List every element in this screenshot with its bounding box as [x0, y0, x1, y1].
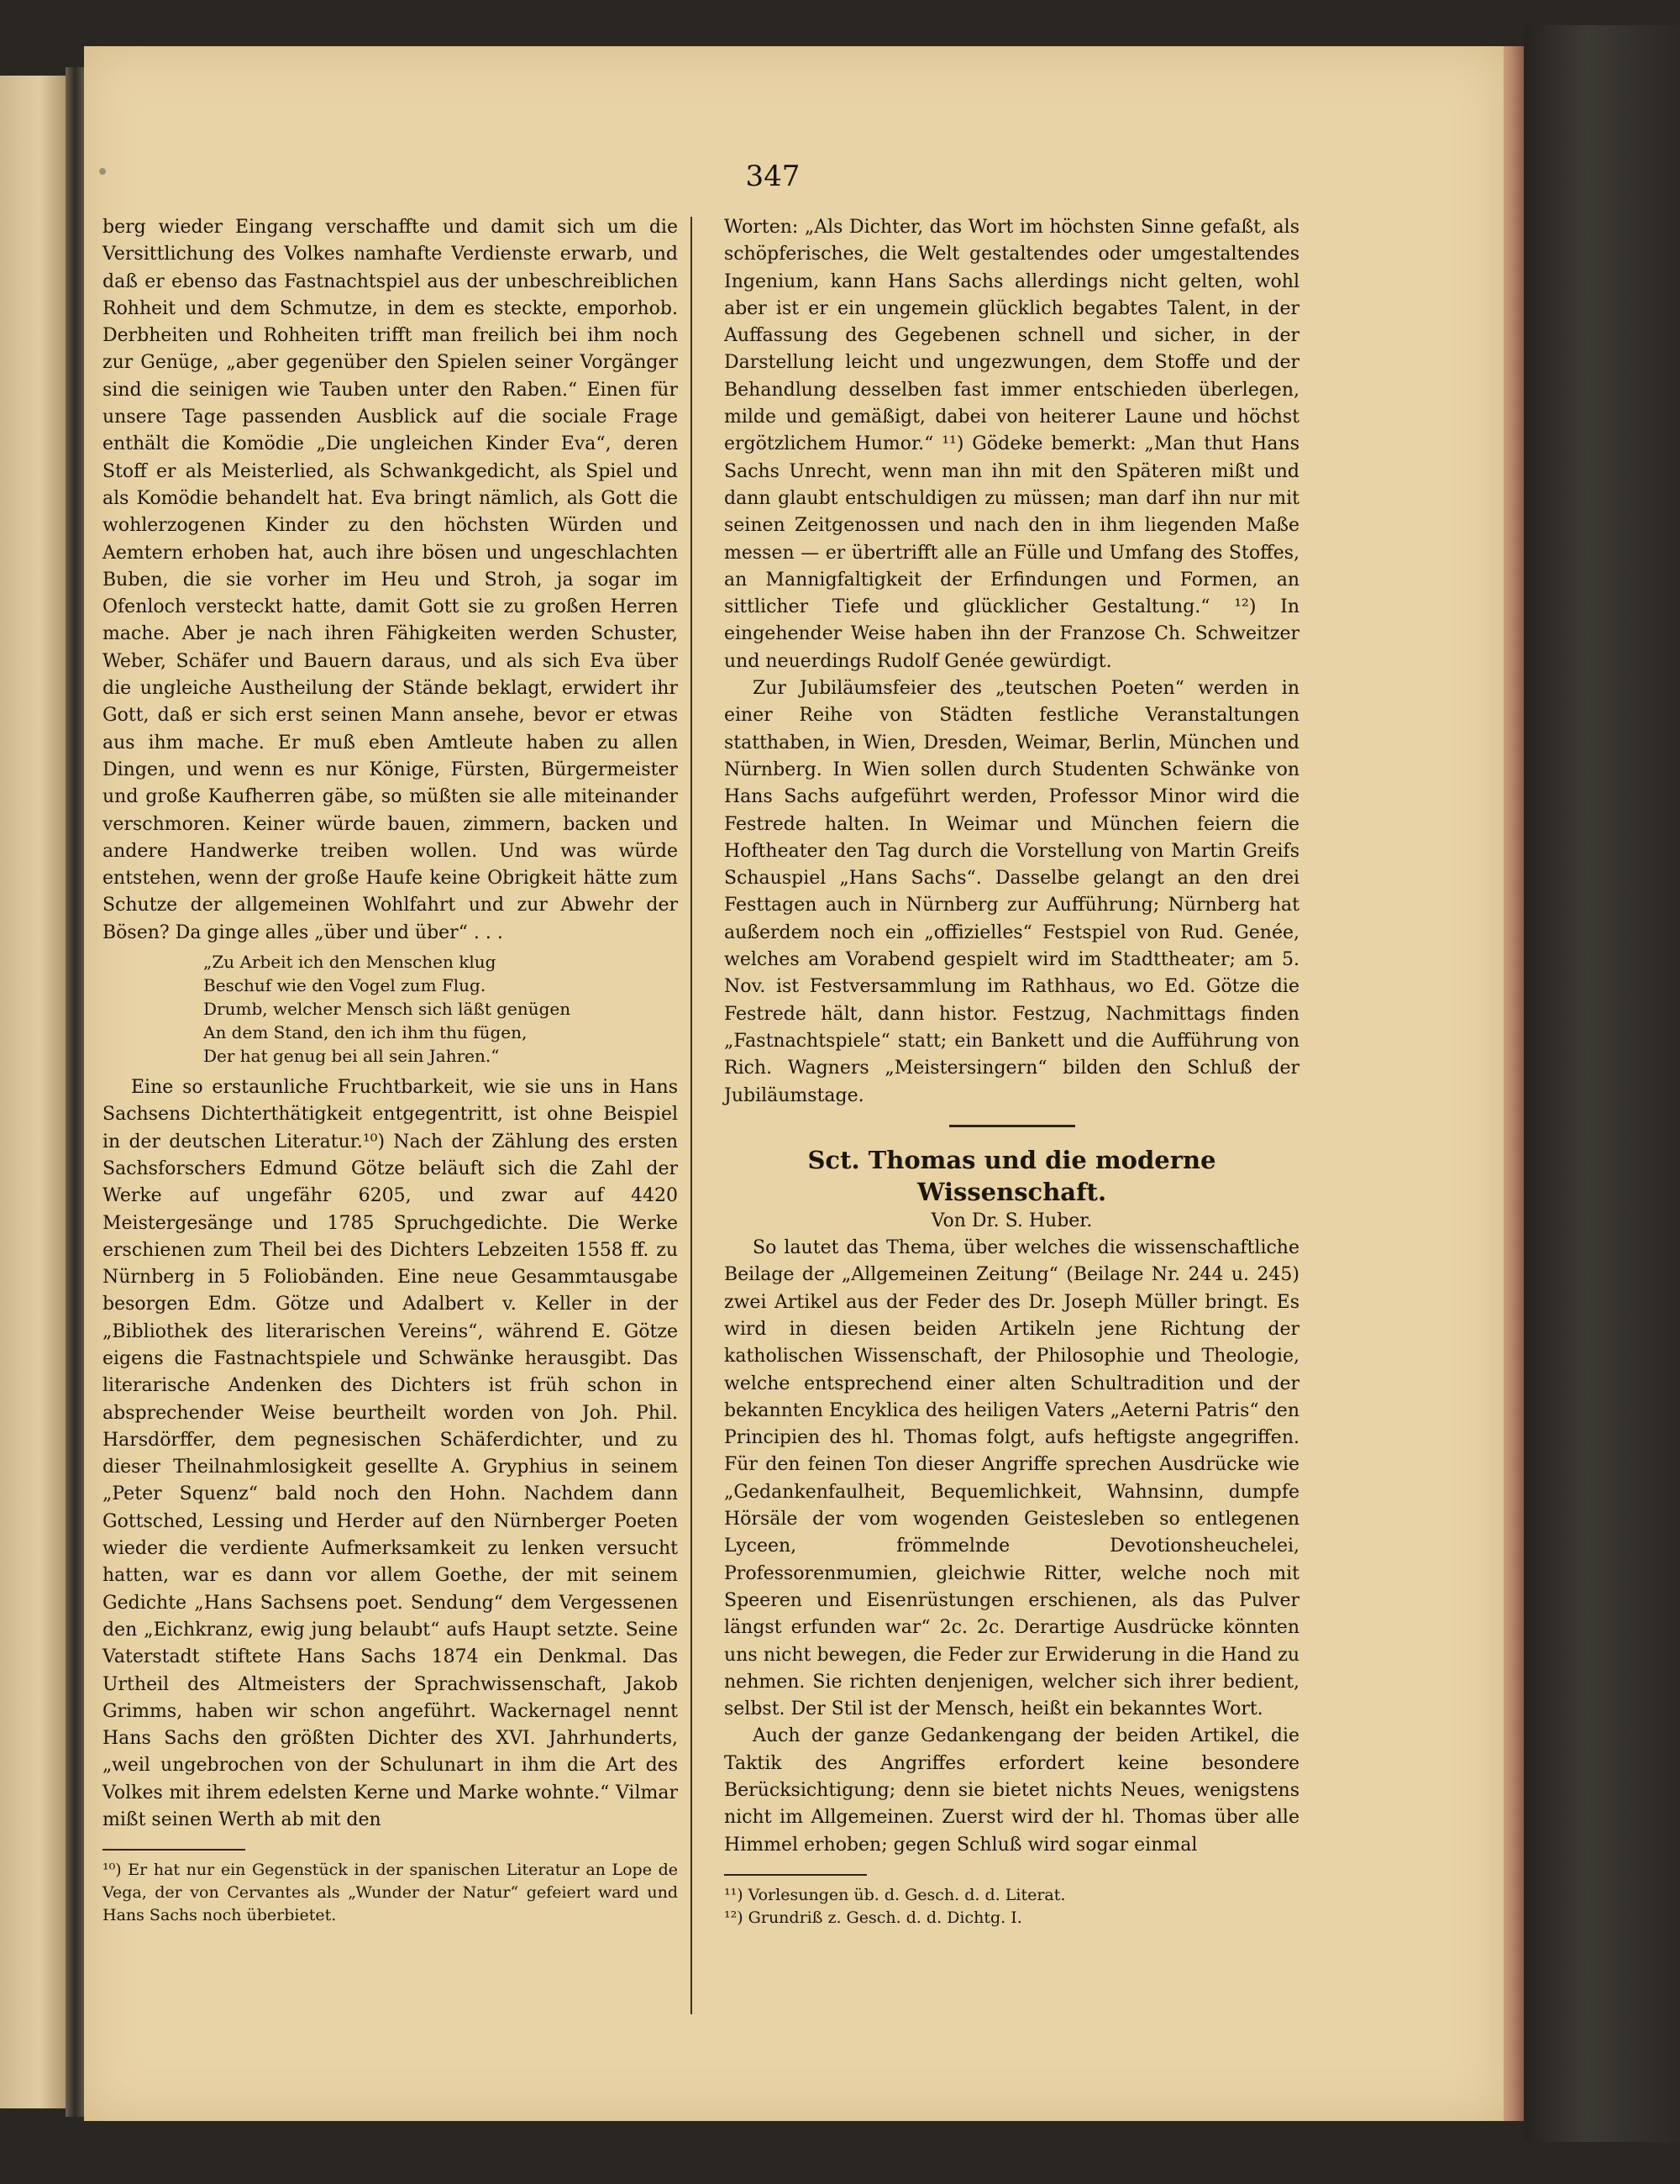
footnote: ¹⁰) Er hat nur ein Gegenstück in der spanischen Literatur an Lope de Vega, der von Cervantes als „Wunder der Natur“ gefeiert ward und Hans Sachs noch überbietet.	[102, 1861, 678, 1925]
footnote-divider	[102, 1849, 245, 1851]
verse-line: „Zu Arbeit ich den Menschen klug	[203, 952, 496, 973]
page-number: 347	[745, 160, 801, 193]
verse-line: Beschuf wie den Vogel zum Flug.	[203, 975, 486, 996]
footnote: ¹¹) Vorlesungen üb. d. Gesch. d. d. Literat.	[724, 1885, 1066, 1904]
book-gutter	[66, 67, 84, 2117]
footnote-divider	[724, 1874, 867, 1876]
paragraph: berg wieder Eingang verschaffte und damit sich um die Versittlichung des Volkes namhafte Verdienste erwarb, und daß er ebenso das Fastnachtspiel aus der unbeschreiblichen Rohheit und dem Schmutze, in dem es steckte, emporhob. Derbheiten und Rohheiten trifft man freilich bei ihm noch zur Genüge, „aber gegenüber den Spielen seiner Vorgänger sind die seinigen wie Tauben unter den Raben.“ Einen für unsere Tage passenden Ausblick auf die sociale Frage enthält die Komödie „Die ungleichen Kinder Eva“, deren Stoff er als Meisterlied, als Schwankgedicht, als Spiel und als Komödie behandelt hat. Eva bringt nämlich, als Gott die wohlerzogenen Kinder zu den höchsten Würden und Aemtern erhoben hat, auch ihre bösen und ungeschlachten Buben, die sie vorher im Heu und Stroh, ja sogar im Ofenloch versteckt hatte, damit Gott sie zu großen Herren mache. Aber je nach ihren Fähigkeiten werden Schuster, Weber, Schäfer und Bauern daraus, und als sich Eva über die ungleiche Austheilung der Stände beklagt, erwidert ihr Gott, daß er sich erst seinen Mann ansehe, bevor er etwas aus ihm mache. Er muß eben Amtleute haben zu allen Dingen, und wenn es nur Könige, Fürsten, Bürgermeister und große Kaufherren gäbe, so müßten sie alle miteinander verschmoren. Keiner würde bauen, zimmern, backen und andere Handwerke treiben wollen. Und was würde entstehen, wenn der große Haufe keine Obrigkeit hätte zum Schutze der allgemeinen Wohlfahrt und zur Abwehr der Bösen? Da ginge alles „über und über“ . . .	[102, 217, 678, 943]
column-divider	[690, 217, 692, 2014]
footnote: ¹²) Grundriß z. Gesch. d. d. Dichtg. I.	[724, 1908, 1022, 1927]
verse-quote	[203, 950, 678, 1068]
verse-line: Der hat genug bei all sein Jahren.“	[203, 1046, 500, 1067]
section-divider	[949, 1125, 1075, 1127]
adjacent-page-edge	[0, 76, 66, 2108]
page-spot	[99, 168, 106, 175]
verse-line: Drumb, welcher Mensch sich läßt genügen	[203, 999, 571, 1020]
paragraph: Zur Jubiläumsfeier des „teutschen Poeten“ werden in einer Reihe von Städten festliche Veranstaltungen statthaben, in Wien, Dresden, Weimar, Berlin, München und Nürnberg. In Wien sollen durch Studenten Schwänke von Hans Sachs aufgeführt werden, Professor Minor wird die Festrede halten. In Weimar und München feiern die Hoftheater den Tag durch die Vorstellung von Martin Greifs Schauspiel „Hans Sachs“. Dasselbe gelangt an den drei Festtagen auch in Nürnberg zur Aufführung; Nürnberg hat außerdem noch ein „offizielles“ Festspiel von Rud. Genée, welches am Vorabend gespielt wird im Stadttheater; am 5. Nov. ist Festversammlung im Rathhaus, wo Ed. Götze die Festrede hält, dann histor. Festzug, Nachmittags finden „Fastnachtspiele“ statt; ein Bankett und die Aufführung von Rich. Wagners „Meistersingern“ bilden den Schluß der Jubiläumstage.	[724, 678, 1299, 1106]
paragraph: So lautet das Thema, über welches die wissenschaftliche Beilage der „Allgemeinen Zeitung“ (Beilage Nr. 244 u. 245) zwei Artikel aus der Feder des Dr. Joseph Müller bringt. Es wird in diesen beiden Artikeln jene Richtung der katholischen Wissenschaft, der Philosophie und Theologie, welche entsprechend einer alten Schultradition und der bekannten Encyklica des heiligen Vaters „Aeterni Patris“ den Principien des hl. Thomas folgt, aufs heftigste angegriffen. Für den feinen Ton dieser Angriffe sprechen Ausdrücke wie „Gedankenfaulheit, Bequemlichkeit, Wahnsinn, dumpfe Hörsäle der vom wogenden Geistesleben so entlegenen Lyceen, frömmelnde Devotionsheuchelei, Professorenmumien, gleichwie Ritter, welche noch mit Speeren und Eisenrüstungen erschienen, als das Pulver längst erfunden war“ 2c. 2c. Derartige Ausdrücke könnten uns nicht bewegen, die Feder zur Erwiderung in die Hand zu nehmen. Sie richten denjenigen, welcher sich ihrer bedient, selbst. Der Stil ist der Mensch, heißt ein bekanntes Wort.	[724, 1237, 1299, 1720]
paragraph: Worten: „Als Dichter, das Wort im höchsten Sinne gefaßt, als schöpferisches, die Welt gestaltendes oder umgestaltendes Ingenium, kann Hans Sachs allerdings nicht gelten, wohl aber ist er ein ungemein glücklich begabtes Talent, in der Auffassung des Gegebenen schnell und sicher, in der Darstellung leicht und ungezwungen, dem Stoffe und der Behandlung desselben fast immer entschieden überlegen, milde und gemäßigt, dabei von heiterer Laune und höchst ergötzlichem Humor.“ ¹¹) Gödeke bemerkt: „Man thut Hans Sachs Unrecht, wenn man ihn mit den Späteren mißt und dann glaubt entschuldigen zu müssen; man darf ihn nur mit seinen Zeitgenossen und nach den in ihm liegenden Maße messen — er übertrifft alle an Fülle und Umfang des Stoffes, an Mannigfaltigkeit der Erfindungen und Formen, an sittlicher Tiefe und glücklicher Gestaltung.“ ¹²) In eingehender Weise haben ihn der Franzose Ch. Schweitzer und neuerdings Rudolf Genée gewürdigt.	[724, 217, 1299, 672]
article-byline: Von Dr. S. Huber.	[931, 1210, 1093, 1231]
paragraph: Auch der ganze Gedankengang der beiden Artikel, die Taktik des Angriffes erfordert keine besondere Berücksichtigung; denn sie bietet nichts Neues, wenigstens nicht im Allgemeinen. Zuerst wird der hl. Thomas über alle Himmel erhoben; gegen Schluß wird sogar einmal	[724, 1725, 1299, 1856]
paragraph: Eine so erstaunliche Fruchtbarkeit, wie sie uns in Hans Sachsens Dichterthätigkeit entgegentritt, ist ohne Beispiel in der deutschen Literatur.¹⁰) Nach der Zählung des ersten Sachsforschers Edmund Götze beläuft sich die Zahl der Werke auf ungefähr 6205, und zwar auf 4420 Meistergesänge und 1785 Spruchgedichte. Die Werke erschienen zum Theil bei des Dichters Lebzeiten 1558 ff. zu Nürnberg in 5 Foliobänden. Eine neue Gesammtausgabe besorgen Edm. Götze und Adalbert v. Keller in der „Bibliothek des literarischen Vereins“, während E. Götze eigens die Fastnachtspiele und Schwänke herausgibt. Das literarische Andenken des Dichters ist früh schon in absprechender Weise beurtheilt worden von Joh. Phil. Harsdörffer, dem pegnesischen Schäferdichter, und zu dieser Theilnahmlosigkeit gesellte A. Gryphius in seinem „Peter Squenz“ bald noch den Hohn. Nachdem dann Gottsched, Lessing und Herder auf den Nürnberger Poeten wieder die verdiente Aufmerksamkeit zu lenken versucht hatten, war es dann vor allem Goethe, der mit seinem Gedichte „Hans Sachsens poet. Sendung“ dem Vergessenen den „Eichkranz, ewig jung belaubt“ aufs Haupt setzte. Seine Vaterstadt stiftete Hans Sachs 1874 ein Denkmal. Das Urtheil des Altmeisters der Sprachwissenschaft, Jakob Grimms, haben wir schon angeführt. Wackernagel nennt Hans Sachs den größten Dichter des XVI. Jahrhunderts, „weil ungebrochen von der Schulunart in ihm die Art des Volkes mit ihrem edelsten Kerne und Marke wohnte.“ Vilmar mißt seinen Werth ab mit den	[102, 1077, 678, 1831]
right-column	[724, 214, 1299, 1929]
article-heading: Sct. Thomas und die moderne Wissenschaft.	[807, 1145, 1216, 1206]
book-binding	[1524, 25, 1680, 2142]
page-block-edge	[1504, 46, 1524, 2121]
left-column	[102, 214, 678, 1927]
verse-line: An dem Stand, den ich ihm thu fügen,	[203, 1022, 528, 1043]
